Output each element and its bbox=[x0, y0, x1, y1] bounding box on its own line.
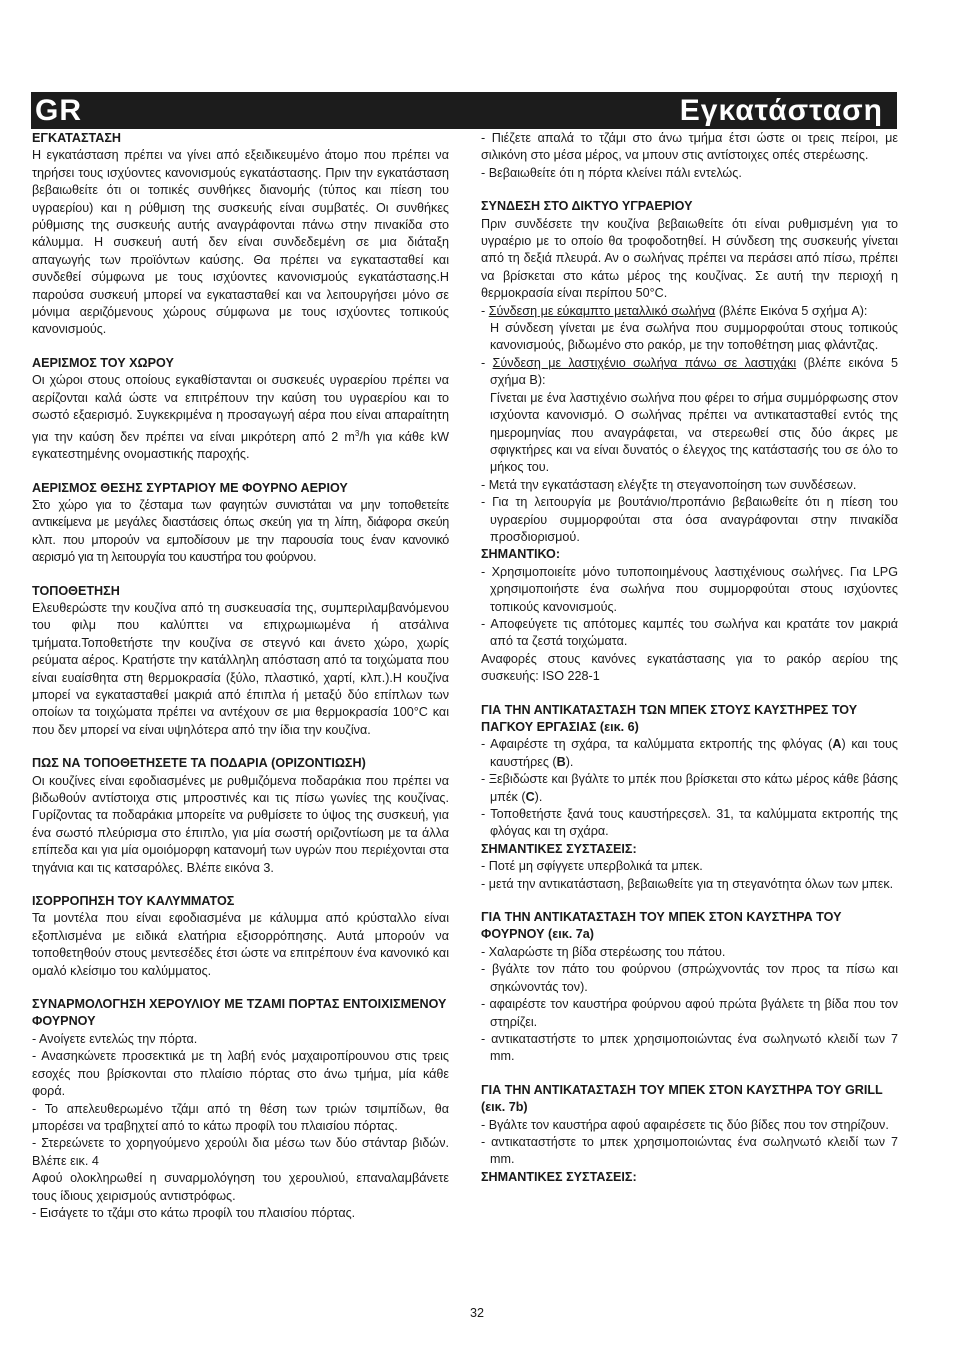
section-heading: ΕΓΚΑΤΑΣΤΑΣΗ bbox=[32, 131, 122, 145]
section-heading: ΓΙΑ ΤΗΝ ΑΝΤΙΚΑΤΑΣΤΑΣΗ ΤΩΝ ΜΠΕΚ ΣΤΟΥΣ ΚΑΥΣΤΗΡΕΣ ΤΟΥ ΠΑΓΚΟΥ ΕΡΓΑΣΙΑΣ (εικ. 6) bbox=[481, 702, 858, 734]
list-item: - Πιέζετε απαλά το τζάμι στο άνω τμήμα έτσι ώστε οι τρεις πείροι, με σιλικόνη στο μέσα μέρος, να μπουν στις αντίστοιχες οπές στερέωσης. bbox=[481, 131, 898, 163]
section-heading: ΤΟΠΟΘΕΤΗΣΗ bbox=[32, 583, 120, 598]
list-item: - Βεβαιωθείτε ότι η πόρτα κλείνει πάλι εντελώς. bbox=[481, 165, 742, 180]
paragraph: Στο χώρο για το ζέσταμα των φαγητών συνιστάται να μην τοποθετείτε αντικείμενα με μεγάλες διαστάσεις όπως σκεύη για τη λίπη, διάφορα σκεύη κλπ. που μπορούν να εμποδίσουν με την παρουσία τους έναν κανονικό αερισμό για τη λειτουργία του καυστήρα του φούρνου. bbox=[32, 497, 449, 565]
section-installation bbox=[32, 130, 449, 339]
section-heading: ΑΕΡΙΣΜΟΣ ΘΕΣΗΣ ΣΥΡΤΑΡΙΟΥ ΜΕ ΦΟΥΡΝΟ ΑΕΡΙΟΥ bbox=[32, 480, 348, 495]
section-heading: ΣΥΝΔΕΣΗ ΣΤΟ ΔΙΚΤΥΟ ΥΓΡΑΕΡΙΟΥ bbox=[481, 199, 693, 214]
paragraph: Γίνεται με ένα λαστιχένιο σωλήνα που φέρει το σήμα συμμόρφωσης στον ισχύοντα κανονισμό. Ο σωλήνας πρέπει να αντικατασταθεί εντός της ημερομηνίας που αναγράφεται, να στερεωθεί στις δύο άκρες με σφιγκτήρες και να είναι δυνατός ο έλεγχος της κατάστασής του σε όλο το μήκος του. bbox=[490, 390, 898, 475]
list-item: - Μετά την εγκατάσταση ελέγξτε τη στεγανοποίηση των συνδέσεων. bbox=[481, 477, 857, 492]
section-oven-nozzle bbox=[481, 909, 898, 1066]
list-item: - Τοποθετήστε ξανά τους καυστήρεςσελ. 31, τα καλύμματα εκτροπής της φλόγας και τη σχάρα. bbox=[481, 807, 898, 839]
left-column bbox=[32, 130, 449, 1238]
paragraph: Αναφορές στους κανόνες εγκατάστασης για το ρακόρ αερίου της συσκευής: ISO 228-1 bbox=[481, 651, 898, 684]
paragraph: Πριν συνδέσετε την κουζίνα βεβαιωθείτε ότι είναι ρυθμισμένη για το υγραέριο με το οποίο θα τροφοδοτηθεί. Η σύνδεση της συσκευής γίνεται από τη δεξιά πλευρά. Αν ο σωλήνας πρέπει να περάσει από πίσω, πρέπει να βρίσκεται στο κάτω μέρος της κουζίνας. Σε αυτή την περιοχή η θερμοκρασία είναι περίπου 50°C. bbox=[481, 216, 898, 301]
section-handle-assembly-continued bbox=[481, 130, 898, 182]
paragraph: Οι κουζίνες είναι εφοδιασμένες με ρυθμιζόμενα ποδαράκια που πρέπει να βιδωθούν αντίστοιχα στις μπροστινές και τις πίσω γωνίες της κουζίνας. Γυρίζοντας τα ποδαράκια μπορείτε να ρυθμίσετε το ύψος της συσκευή, για ένα σωστό πλεύρισμα στο έπιπλο, για μία σωστή οριζοντίωση με τα άλλα επίπεδα και για μία ομοιόμορφη κατανομή των υγρών που περιέχονται στα τηγάνια και τις κατσαρόλες. Βλέπε εικόνα 3. bbox=[32, 773, 449, 875]
paragraph: Τα μοντέλα που είναι εφοδιασμένα με κάλυμμα από κρύσταλλο είναι εξοπλισμένα με ειδικά ελατήρια εξισορρόπησης. Αυτά μπορούν να τοποθετηθούν στους μεντεσέδες έτσι ώστε να επιτρέπουν ένα κανονικό και ομαλό κλείσιμο του καλύμματος. bbox=[32, 911, 449, 978]
list-item: - Ανασηκώνετε προσεκτικά με τη λαβή ενός μαχαιροπίρουνου στις τρεις εσοχές που βρίσκονται στο πλαίσιο πόρτας στο άνω τμήμα, μία κάθε φορά. bbox=[32, 1049, 449, 1099]
list-item: - μετά την αντικατάσταση, βεβαιωθείτε για τη στεγανότητα όλων των μπεκ. bbox=[481, 876, 894, 891]
list-item: - Το απελευθερωμένο τζάμι από τη θέση των τριών τσιμπίδων, θα μπορέσει να τραβηχτεί από το κάτω προφίλ του πλαισίου πόρτας. bbox=[32, 1101, 449, 1133]
section-placement bbox=[32, 583, 449, 740]
right-column bbox=[481, 130, 898, 1202]
section-heading: ΣΥΝΑΡΜΟΛΟΓΗΣΗ ΧΕΡΟΥΛΙΟΥ ΜΕ ΤΖΑΜΙ ΠΟΡΤΑΣ ΕΝΤΟΙΧΙΣΜΕΝΟΥ ΦΟΥΡΝΟΥ bbox=[32, 997, 447, 1029]
section-heading: ΓΙΑ ΤΗΝ ΑΝΤΙΚΑΤΑΣΤΑΣΗ ΤΟΥ ΜΠΕΚ ΣΤΟΝ ΚΑΥΣΤΗΡΑ ΤΟΥ GRILL (εικ. 7b) bbox=[481, 1082, 883, 1115]
paragraph: Ελευθερώστε την κουζίνα από τη συσκευασία της, συμπεριλαμβανόμενου του φιλμ που καλύπτει να επιχρωμιωμένα ή ατσάλινα τμήματα.Τοποθετήστε την κουζίνα σε στεγνό και άνετο χώρο, χωρίς ρεύματα αέρος. Κρατήστε την κατάλληλη απόσταση από τα τοιχώματα που είναι ευαίσθητα στη θερμοκρασία (ξύλο, πλαστικό, χαρτί, κλπ.).Η κουζίνα μπορεί να εγκατασταθεί μακριά από έπιπλα ή μεταξύ δύο επίπλων των οποίων τα τοιχώματα πρέπει να αντέχουν σε μια θερμοκρασία 100°C και που δεν μπορεί να είναι υψηλότερα από την ίδια την κουζίνα. bbox=[32, 600, 449, 737]
list-item: - Αφαιρέστε τη σχάρα, τα καλύμματα εκτροπής της φλόγας (A) και τους καυστήρες (B). bbox=[481, 737, 898, 769]
list-item: - Χρησιμοποιείτε μόνο τυποποιημένους λαστιχένιους σωλήνες. Για LPG χρησιμοποιήστε ένα σωλήνα που συμμορφούται στους ισχύοντες τοπικούς κανονισμούς. bbox=[481, 564, 898, 614]
recommendations-label: ΣΗΜΑΝΤΙΚΕΣ ΣΥΣΤΑΣΕΙΣ: bbox=[481, 1169, 637, 1184]
section-heading: ΠΩΣ ΝΑ ΤΟΠΟΘΕΤΗΣΕΤΕ ΤΑ ΠΟΔΑΡΙΑ (ΟΡΙΖΟΝΤΙΩΣΗ) bbox=[32, 756, 366, 771]
list-item: - Ανοίγετε εντελώς την πόρτα. bbox=[32, 1031, 198, 1046]
recommendations-label: ΣΗΜΑΝΤΙΚΕΣ ΣΥΣΤΑΣΕΙΣ: bbox=[481, 841, 637, 856]
list-item: - αντικαταστήστε το μπεκ χρησιμοποιώντας ένα σωληνωτό κλειδί των 7 mm. bbox=[481, 1134, 898, 1167]
list-item: - Ξεβιδώστε και βγάλτε το μπέκ που βρίσκεται στο κάτω μέρος κάθε βάσης μπέκ (C). bbox=[481, 772, 898, 804]
section-drawer-ventilation bbox=[32, 480, 449, 567]
list-item: - αντικαταστήστε το μπεκ χρησιμοποιώντας ένα σωληνωτό κλειδί των 7 mm. bbox=[481, 1031, 898, 1064]
page-title: Εγκατάσταση bbox=[679, 94, 883, 127]
section-heading: ΑΕΡΙΣΜΟΣ ΤΟΥ ΧΩΡΟΥ bbox=[32, 355, 174, 370]
paragraph: Αφού ολοκληρωθεί η συναρμολόγηση του χερουλιού, επαναλαμβάνετε τους ίδιους χειρισμούς αντιστρόφως. bbox=[32, 1171, 449, 1203]
list-item: - Βγάλτε τον καυστήρα αφού αφαιρέσετε τις δύο βίδες που τον στηρίζουν. bbox=[481, 1117, 889, 1132]
section-gas-connection bbox=[481, 198, 898, 685]
section-hob-nozzles bbox=[481, 702, 898, 893]
list-item: - Ποτέ μη σφίγγετε υπερβολικά τα μπεκ. bbox=[481, 859, 703, 874]
section-grill-nozzle bbox=[481, 1082, 898, 1186]
list-item: - αφαιρέστε τον καυστήρα φούρνου αφού πρώτα βγάλετε τη βίδα που τον στηρίζει. bbox=[481, 997, 898, 1029]
important-label: ΣΗΜΑΝΤΙΚΟ: bbox=[481, 547, 561, 562]
page-number: 32 bbox=[469, 1306, 484, 1320]
paragraph: Οι χώροι στους οποίους εγκαθίστανται οι συσκευές υγραερίου πρέπει να αερίζονται καλά ώστε να επιτρέπουν την καύση του υγραερίου και το σωστό εξαερισμό. Συγκεκριμένα η προσαγωγή αέρα που είναι απαραίτητη για την καύση δεν πρέπει να είναι μικρότερη από 2 $m^3/h$ για κάθε kW εγκατεστημένης ονομαστικής παροχής. bbox=[32, 373, 449, 462]
list-item: - Εισάγετε το τζάμι στο κάτω προφίλ του πλαισίου πόρτας. bbox=[32, 1205, 356, 1220]
section-heading: ΙΣΟΡΡΟΠΗΣΗ ΤΟΥ ΚΑΛΥΜΜΑΤΟΣ bbox=[32, 894, 235, 909]
paragraph: Η σύνδεση γίνεται με ένα σωλήνα που συμμορφούται στους τοπικούς κανονισμούς, βιδωμένο στο ρακόρ, με την τοποθέτηση μιας φλάντζας. bbox=[490, 321, 898, 353]
section-handle-assembly bbox=[32, 996, 449, 1222]
section-feet-leveling bbox=[32, 755, 449, 877]
list-item: - Αποφεύγετε τις απότομες καμπές του σωλήνα και κρατάτε τον μακριά από τα ζεστά τοιχώματα. bbox=[481, 616, 898, 649]
list-item: - Στερεώνετε το χορηγούμενο χερούλι δια μέσω των δύο στάνταρ βιδών. Βλέπε εικ. 4 bbox=[32, 1136, 449, 1168]
section-heading: ΓΙΑ ΤΗΝ ΑΝΤΙΚΑΤΑΣΤΑΣΗ ΤΟΥ ΜΠΕΚ ΣΤΟΝ ΚΑΥΣΤΗΡΑ ΤΟΥ ΦΟΥΡΝΟΥ (εικ. 7a) bbox=[481, 910, 842, 942]
list-item: - Σύνδεση με λαστιχένιο σωλήνα πάνω σε λαστιχάκι (βλέπε εικόνα 5 σχήμα B): bbox=[481, 355, 898, 388]
list-item: - Χαλαρώστε τη βίδα στερέωσης του πάτου. bbox=[481, 944, 726, 959]
header-bar bbox=[31, 92, 897, 129]
list-item: - Σύνδεση με εύκαμπτο μεταλλικό σωλήνα (βλέπε Εικόνα 5 σχήμα A): bbox=[481, 303, 868, 318]
language-code: GR bbox=[35, 94, 82, 127]
list-item: - Για τη λειτουργία με βουτάνιο/προπάνιο βεβαιωθείτε ότι η πίεση του υγραερίου συμμορφούται στα όσα αναγράφονται στην πινακίδα προσδιορισμού. bbox=[481, 495, 898, 544]
section-lid-balancing bbox=[32, 893, 449, 980]
paragraph: Η εγκατάσταση πρέπει να γίνει από εξειδικευμένο άτομο που πρέπει να τηρήσει τους ισχύοντες κανονισμούς εγκατάστασης. Πριν την εγκατάσταση βεβαιωθείτε ότι οι τοπικές συνθήκες διανομής (τύπος και πίεση του υγραερίου) και η ρύθμιση της συσκευής είναι συμβατές. Οι συνθήκες ρύθμισης της συσκευής αυτής αναγράφονται πάνω στην πινακίδα στο κάλυμμα. Η συσκευή αυτή δεν είναι συνδεδεμένη σε μια διάταξη απαγωγής των προϊόντων καύσης. Θα πρέπει να εγκατασταθεί και συνδεθεί σύμφωνα με τους ισχύοντες κανονισμούς εγκατάστασης.Η παρούσα συσκευή μπορεί να εγκατασταθεί και να λειτουργήσει μόνο σε μόνιμα αεριζόμενους χώρους σύμφωνα με τους ισχύοντες τοπικούς κανονισμούς. bbox=[32, 148, 449, 337]
section-room-ventilation bbox=[32, 355, 449, 464]
list-item: - βγάλτε τον πάτο του φούρνου (σπρώχνοντάς τον προς τα πίσω και σηκώνοντάς τον). bbox=[481, 962, 898, 994]
